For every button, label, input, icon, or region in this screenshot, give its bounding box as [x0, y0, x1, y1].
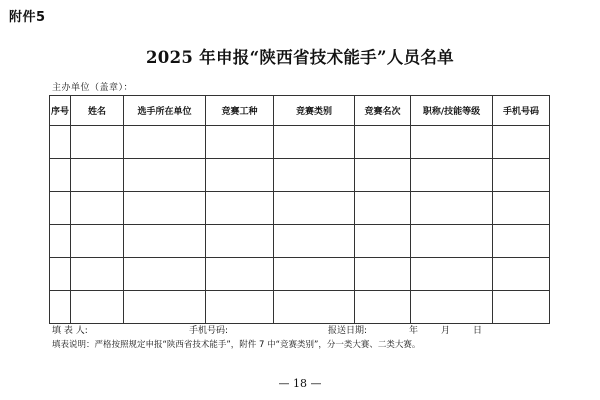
table-cell[interactable]	[206, 159, 274, 192]
filler-label: 填 表 人:	[52, 326, 88, 336]
table-cell[interactable]	[124, 192, 206, 225]
phone-label: 手机号码:	[189, 326, 229, 336]
table-cell[interactable]	[274, 258, 355, 291]
table-cell[interactable]	[71, 258, 124, 291]
table-cell[interactable]	[50, 225, 71, 258]
table-cell[interactable]	[493, 225, 550, 258]
table-cell[interactable]	[71, 159, 124, 192]
table-cell[interactable]	[355, 291, 411, 324]
table-cell[interactable]	[206, 258, 274, 291]
header-cell-trade: 竞赛工种	[206, 96, 274, 126]
table-row	[50, 126, 550, 159]
table-cell[interactable]	[274, 225, 355, 258]
table-row	[50, 225, 550, 258]
table-cell[interactable]	[124, 291, 206, 324]
table-cell[interactable]	[124, 159, 206, 192]
table-cell[interactable]	[493, 258, 550, 291]
table-cell[interactable]	[50, 126, 71, 159]
table-cell[interactable]	[355, 225, 411, 258]
table-cell[interactable]	[355, 192, 411, 225]
table-cell[interactable]	[274, 126, 355, 159]
table-cell[interactable]	[493, 192, 550, 225]
table-cell[interactable]	[124, 126, 206, 159]
page-number: — 18 —	[278, 377, 322, 390]
month-label: 月	[441, 326, 451, 336]
header-cell-skill-level: 职称/技能等级	[411, 96, 493, 126]
table-row	[50, 291, 550, 324]
table-cell[interactable]	[411, 291, 493, 324]
organizer-stamp-label: 主办单位（盖章）：	[52, 83, 134, 93]
table-cell[interactable]	[493, 291, 550, 324]
table-cell[interactable]	[274, 192, 355, 225]
table-cell[interactable]	[206, 126, 274, 159]
table-cell[interactable]	[206, 291, 274, 324]
header-cell-name: 姓名	[71, 96, 124, 126]
table-cell[interactable]	[355, 159, 411, 192]
table-cell[interactable]	[493, 126, 550, 159]
table-cell[interactable]	[493, 159, 550, 192]
filling-instructions: 填表说明：严格按照规定申报“陕西省技术能手”，附件 7 中“竞赛类别”，分一类大赛、二类大赛。	[52, 340, 421, 350]
header-cell-phone: 手机号码	[493, 96, 550, 126]
table-cell[interactable]	[411, 225, 493, 258]
table-cell[interactable]	[206, 192, 274, 225]
day-label: 日	[473, 326, 483, 336]
table-cell[interactable]	[71, 291, 124, 324]
table-cell[interactable]	[71, 126, 124, 159]
table-cell[interactable]	[124, 225, 206, 258]
header-cell-index: 序号	[50, 96, 71, 126]
table-cell[interactable]	[206, 225, 274, 258]
table-cell[interactable]	[411, 126, 493, 159]
year-label: 年	[409, 326, 419, 336]
date-label: 报送日期:	[328, 326, 368, 336]
table-row	[50, 159, 550, 192]
table-cell[interactable]	[355, 258, 411, 291]
table-cell[interactable]	[50, 159, 71, 192]
table-cell[interactable]	[274, 159, 355, 192]
nominee-roster-table	[49, 95, 550, 324]
document-title: 2025 年申报“陕西省技术能手”人员名单	[146, 48, 454, 67]
header-cell-employer: 选手所在单位	[124, 96, 206, 126]
signature-line	[52, 323, 572, 337]
header-cell-category: 竞赛类别	[274, 96, 355, 126]
table-row	[50, 192, 550, 225]
table-row	[50, 258, 550, 291]
table-header-row	[50, 96, 550, 126]
attachment-label: 附件5	[9, 10, 46, 25]
table-cell[interactable]	[411, 159, 493, 192]
table-cell[interactable]	[124, 258, 206, 291]
table-cell[interactable]	[50, 291, 71, 324]
table-cell[interactable]	[274, 291, 355, 324]
table-cell[interactable]	[71, 225, 124, 258]
table-cell[interactable]	[355, 126, 411, 159]
table-cell[interactable]	[50, 258, 71, 291]
table-cell[interactable]	[411, 192, 493, 225]
table-cell[interactable]	[411, 258, 493, 291]
header-cell-ranking: 竞赛名次	[355, 96, 411, 126]
table-cell[interactable]	[71, 192, 124, 225]
table-cell[interactable]	[50, 192, 71, 225]
